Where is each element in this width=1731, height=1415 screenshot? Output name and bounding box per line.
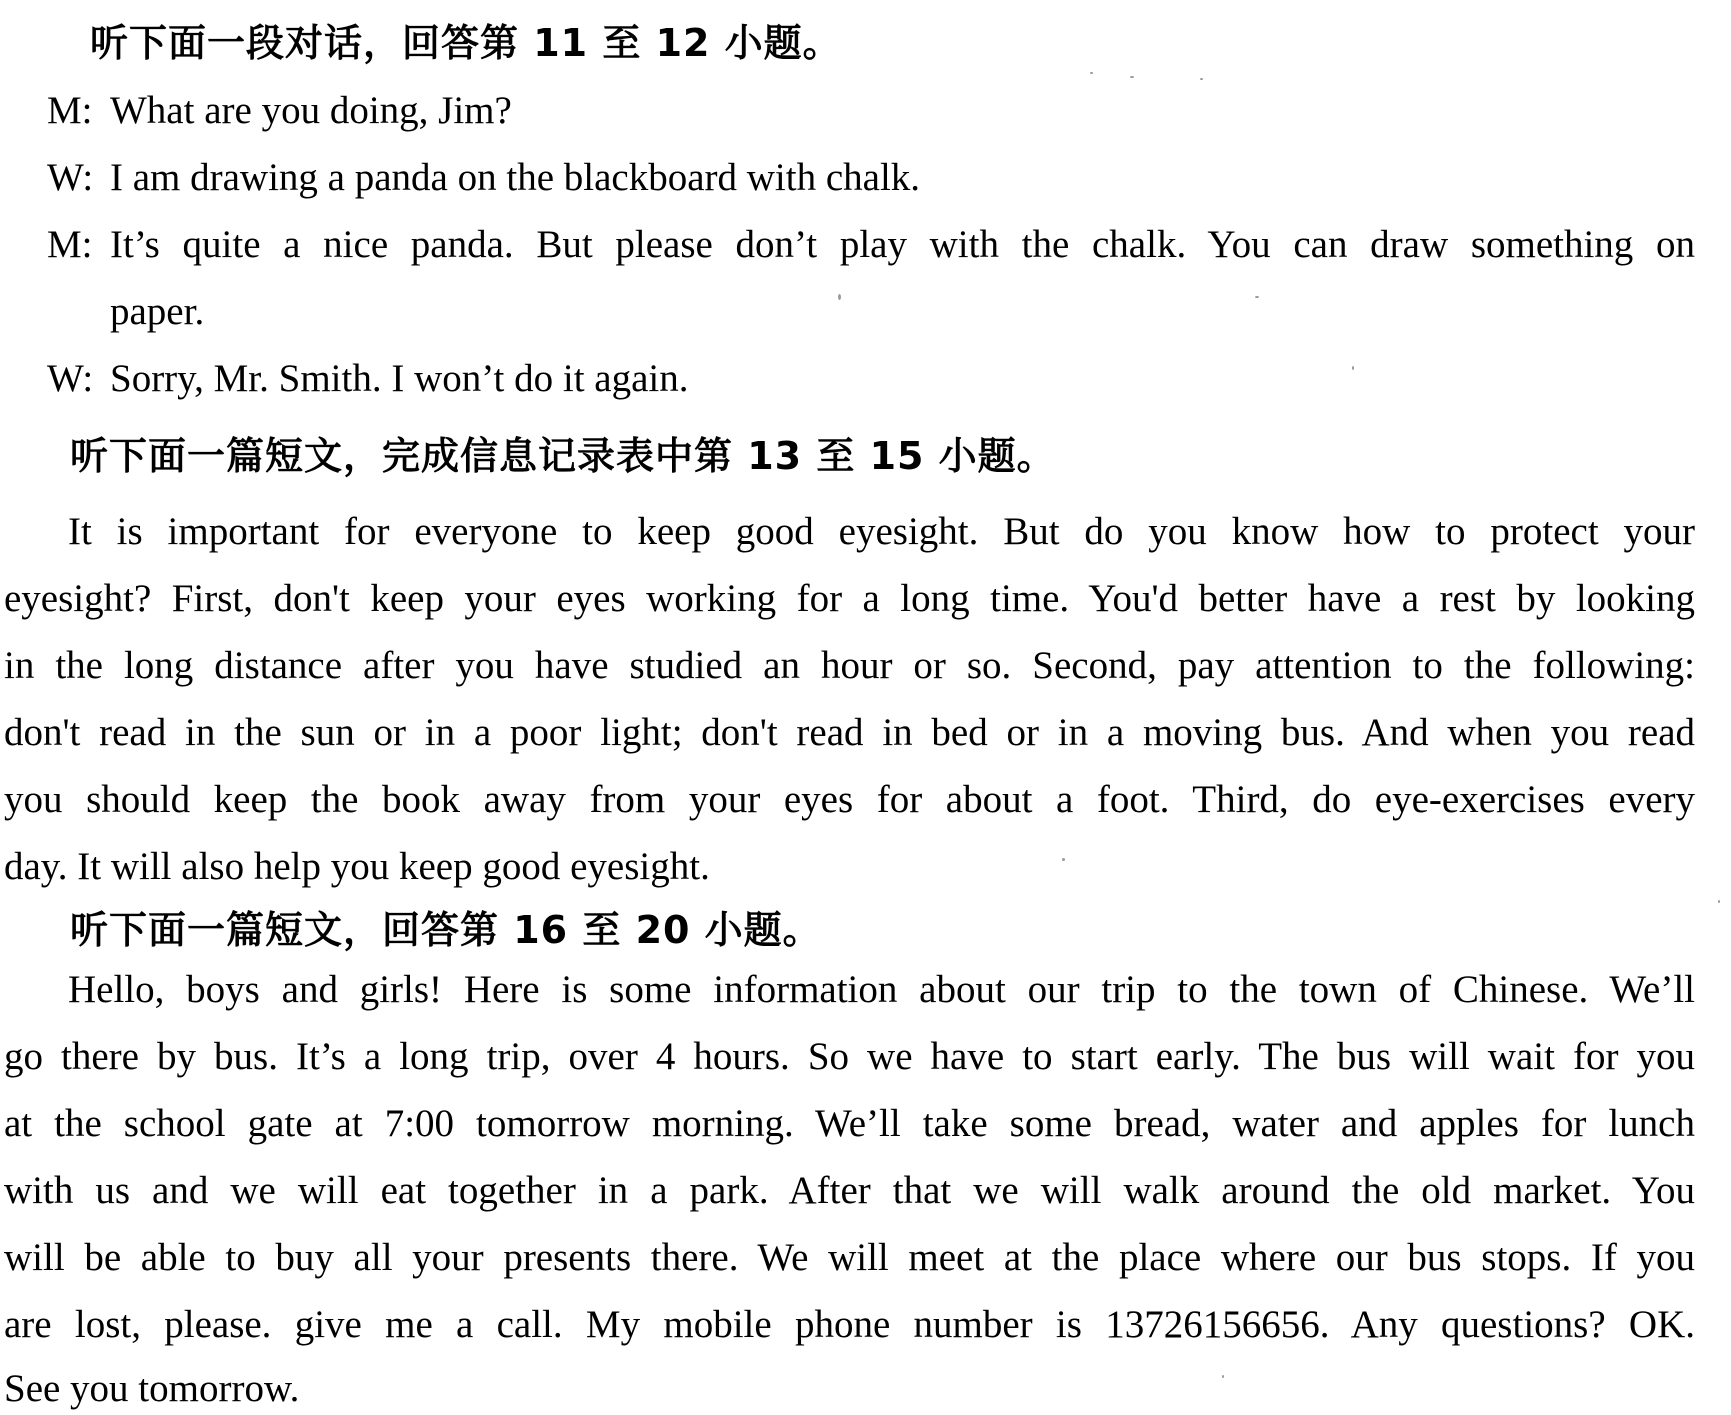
scan-speck	[1130, 76, 1134, 78]
paragraph-line: don't read in the sun or in a poor light; don't read in bed or in a moving bus. And when you read	[4, 711, 1695, 754]
speaker-label: M:	[47, 89, 93, 132]
speaker-label: M:	[47, 223, 93, 266]
paragraph-line: See you tomorrow.	[4, 1367, 300, 1410]
dialogue-line	[47, 155, 920, 201]
speaker-label: W:	[47, 156, 94, 199]
paragraph-line: you should keep the book away from your eyes for about a foot. Third, do eye-exercises every	[4, 778, 1695, 821]
paragraph-line: day. It will also help you keep good eyesight.	[4, 845, 710, 888]
paragraph-line: in the long distance after you have studied an hour or so. Second, pay attention to the following:	[4, 644, 1695, 687]
section2-heading: 听下面一篇短文，完成信息记录表中第 13 至 15 小题。	[70, 434, 1056, 478]
scan-speck	[1062, 858, 1065, 861]
dialogue-line	[47, 88, 512, 134]
paragraph-line: will be able to buy all your presents there. We will meet at the place where our bus stops. If you	[4, 1236, 1695, 1279]
section3-heading: 听下面一篇短文，回答第 16 至 20 小题。	[70, 908, 822, 952]
dialogue-text: I am drawing a panda on the blackboard with chalk.	[110, 156, 921, 199]
scan-speck	[1090, 72, 1093, 74]
scan-speck	[1352, 366, 1354, 370]
paragraph-line: at the school gate at 7:00 tomorrow morning. We’ll take some bread, water and apples for lunch	[4, 1102, 1695, 1145]
dialogue-text: It’s quite a nice panda. But please don’t play with the chalk. You can draw something on	[110, 223, 1695, 266]
dialogue-continuation: paper.	[110, 290, 205, 333]
paragraph-line: are lost, please. give me a call. My mobile phone number is 13726156656. Any questions? OK.	[4, 1303, 1695, 1346]
speaker-label: W:	[47, 357, 94, 400]
section1-heading: 听下面一段对话，回答第 11 至 12 小题。	[90, 21, 842, 65]
paragraph-line: with us and we will eat together in a park. After that we will walk around the old market. You	[4, 1169, 1695, 1212]
paragraph-line: eyesight? First, don't keep your eyes working for a long time. You'd better have a rest by looking	[4, 577, 1695, 620]
scan-speck	[1222, 1375, 1224, 1378]
dialogue-text: Sorry, Mr. Smith. I won’t do it again.	[110, 357, 689, 400]
paragraph-line: It is important for everyone to keep good eyesight. But do you know how to protect your	[68, 510, 1695, 553]
scan-speck	[838, 294, 841, 300]
paragraph-line: Hello, boys and girls! Here is some information about our trip to the town of Chinese. We’ll	[68, 968, 1695, 1011]
dialogue-text: What are you doing, Jim?	[110, 89, 512, 132]
scan-speck	[1718, 900, 1720, 903]
scan-speck	[1255, 296, 1259, 298]
dialogue-line	[47, 356, 689, 402]
paragraph-line: go there by bus. It’s a long trip, over 4 hours. So we have to start early. The bus will wait for you	[4, 1035, 1695, 1078]
scan-speck	[1200, 78, 1203, 80]
dialogue-line	[47, 222, 1695, 268]
